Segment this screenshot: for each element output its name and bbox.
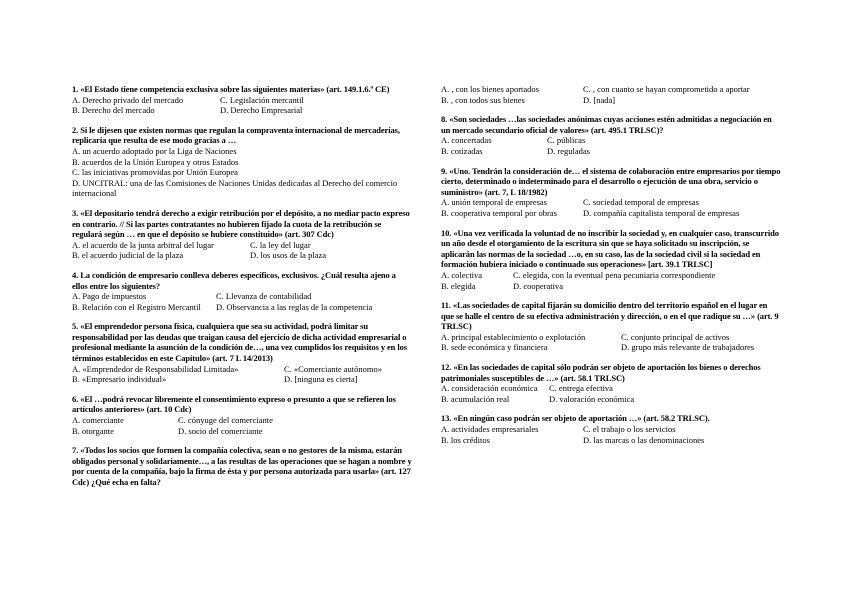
question-2 [72, 125, 412, 199]
question-stem: 5. «El emprendedor persona física, cualquiera que sea su actividad, podrá limitar su responsabilidad por las deudas que traigan causa del ejercicio de dicha actividad empresarial o profesional mediante la asunción de la condición de…, una vez cumplidos los requisitos y en los términos establecidos en este Capítulo» (art. 7 L 14/2013) [72, 321, 407, 364]
answer-options [441, 424, 781, 445]
option-b[interactable]: B. cotizadas [441, 145, 483, 156]
option-d[interactable]: D. grupo más relevante de trabajadores [621, 342, 755, 353]
option-d[interactable]: D. UNCITRAL: una de las Comisiones de Naciones Unidas dedicadas al Derecho del comercio internacional [72, 177, 398, 199]
option-b[interactable]: B. sede económica y financiera [441, 342, 548, 353]
question-5 [72, 321, 412, 385]
option-a[interactable]: A. «Emprendedor de Responsabilidad Limitada» [72, 363, 239, 374]
option-b[interactable]: B. «Empresario individual» [72, 374, 167, 385]
option-d[interactable]: D. [ninguna es cierta] [284, 374, 358, 385]
option-a[interactable]: A. concertadas [441, 135, 492, 146]
question-13 [441, 413, 781, 445]
option-c[interactable]: C. la ley del lugar [250, 239, 311, 250]
option-c[interactable]: C. , con cuanto se hayan comprometido a aportar [583, 84, 750, 94]
answer-options [441, 383, 781, 404]
question-stem: 6. «El …podrá revocar libremente el consentimiento expreso o presunto a que se refieren los artículos anteriores» (art. 10 Cdc) [72, 393, 396, 415]
option-b[interactable]: B. Derecho del mercado [72, 105, 155, 116]
answer-options [441, 270, 781, 291]
question-1 [72, 84, 412, 116]
option-d[interactable]: D. los usos de la plaza [250, 250, 327, 261]
option-a[interactable]: A. consideración económica [441, 383, 538, 394]
question-stem: 9. «Uno. Tendrán la consideración de… el sistema de colaboración entre empresarios por tiempo cierto, determinado o indeterminado para el desarrollo o ejecución de una obra, servicio o suministro» (art. 7, L 18/1982) [441, 165, 781, 197]
option-a[interactable]: A. principal establecimiento o explotación [441, 331, 586, 342]
option-c[interactable]: C. sociedad temporal de empresas [583, 197, 699, 208]
question-10 [441, 228, 781, 292]
option-b[interactable]: B. Relación con el Registro Mercantil [72, 301, 201, 312]
option-c[interactable]: C. Legislación mercantil [220, 94, 304, 105]
option-a[interactable]: A. Derecho privado del mercado [72, 94, 184, 105]
question-3 [72, 208, 412, 261]
question-7-options [441, 84, 781, 105]
question-stem: 7. «Todos los socios que formen la compañía colectiva, sean o no gestores de la misma, estarán obligados personal y solidariamente…, a las resultas de las operaciones que se hagan a nombre y por cuenta de la compañía, bajo la firma de ésta y por persona autorizada para usarla» (art. 127 Cdc) ¿Qué echa en falta? [72, 445, 412, 487]
option-c[interactable]: C. públicas [547, 135, 586, 146]
question-4 [72, 270, 412, 312]
question-stem: 3. «El depositario tendrá derecho a exigir retribución por el depósito, a no mediar pacto expreso en contrario. // Si las partes contratantes no hubieren fijado la cuota de la retribución se regulará según … en que el depósito se hubiere constituido» (art. 307 Cdc) [72, 207, 410, 240]
question-stem: 4. La condición de empresario conlleva deberes específicos, exclusivos. ¿Cuál resulta ajeno a ellos entre los siguientes? [72, 269, 396, 291]
answer-options [72, 415, 412, 436]
answer-options [441, 84, 781, 105]
question-stem: 1. «El Estado tiene competencia exclusiva sobre las siguientes materias» (art. 149.1.6.ª CE) [72, 84, 390, 94]
option-b[interactable]: B. el acuerdo judicial de la plaza [72, 250, 184, 261]
question-12 [441, 362, 781, 404]
option-a[interactable]: A. , con los bienes aportados [441, 84, 539, 94]
answer-options [72, 364, 412, 385]
option-b[interactable]: B. acumulación real [441, 393, 510, 404]
option-c[interactable]: C. cónyuge del comerciante [178, 415, 273, 426]
question-7-start [72, 445, 412, 487]
option-a[interactable]: A. unión temporal de empresas [441, 197, 547, 208]
question-6 [72, 394, 412, 436]
answer-options [72, 95, 412, 116]
question-8 [441, 114, 781, 156]
question-stem: 13. «En ningún caso podrán ser objeto de aportación …» (art. 58.2 TRLSC). [441, 413, 710, 424]
question-stem: 11. «Las sociedades de capital fijarán su domicilio dentro del territorio español en el lugar en que se halle el centro de su efectiva administración y dirección, o en el que radique su …» (art. 9 TRLSC) [441, 300, 779, 332]
option-d[interactable]: D. socio del comerciante [178, 425, 263, 436]
option-c[interactable]: C. «Comerciante autónomo» [284, 363, 382, 374]
option-c[interactable]: C. Llevanza de contabilidad [216, 291, 312, 302]
option-d[interactable]: D. las marcas o las denominaciones [583, 434, 705, 445]
option-c[interactable]: C. el trabajo o los servicios [583, 424, 676, 435]
question-9 [441, 166, 781, 219]
option-a[interactable]: A. comerciante [72, 415, 124, 426]
option-b[interactable]: B. elegida [441, 280, 476, 291]
answer-options [441, 197, 781, 218]
option-d[interactable]: D. [nada] [583, 94, 616, 105]
answer-options [441, 135, 781, 156]
option-c[interactable]: C. entrega efectiva [549, 383, 613, 394]
question-stem: 10. «Una vez verificada la voluntad de no inscribir la sociedad y, en cualquier caso, transcurrido un año desde el otorgamiento de la escritura sin que se haya solicitado su inscripción, se aplicarán las normas de la sociedad …o, en su caso, las de la sociedad civil si la sociedad en formación hubiera iniciado o continuado sus operaciones» [art. 39.1 TRLSC] [441, 227, 779, 270]
option-c[interactable]: C. conjunto principal de activos [621, 331, 730, 342]
option-b[interactable]: B. , con todos sus bienes [441, 94, 525, 105]
option-a[interactable]: A. el acuerdo de la junta arbitral del lugar [72, 239, 214, 250]
option-d[interactable]: D. valoración económica [549, 393, 635, 404]
option-b[interactable]: B. acuerdos de la Unión Europea y otros Estados [72, 156, 239, 167]
question-stem: 2. Si le dijesen que existen normas que regulan la compraventa internacional de mercaderías, replicaría que resulta de ese modo gracias a … [72, 124, 400, 146]
option-b[interactable]: B. los créditos [441, 434, 490, 445]
right-column [441, 84, 781, 454]
option-c[interactable]: C. elegida, con la eventual pena pecuniaria correspondiente [513, 269, 716, 280]
left-column [72, 84, 412, 497]
option-d[interactable]: D. reguladas [547, 145, 590, 156]
option-b[interactable]: B. otorgante [72, 425, 114, 436]
question-stem: 12. «En las sociedades de capital sólo podrán ser objeto de aportación los bienes o derechos patrimoniales susceptibles de …» (art. 58.1 TRLSC) [441, 362, 761, 383]
option-d[interactable]: D. Observancia a las reglas de la competencia [216, 301, 373, 312]
option-b[interactable]: B. cooperativa temporal por obras [441, 207, 557, 218]
option-a[interactable]: A. colectiva [441, 269, 483, 280]
answer-options [72, 146, 412, 199]
option-c[interactable]: C. las iniciativas promovidas por Unión Europea [72, 167, 238, 178]
option-d[interactable]: D. Derecho Empresarial [220, 105, 303, 116]
answer-options [441, 332, 781, 353]
question-11 [441, 300, 781, 353]
question-stem: 8. «Son sociedades …las sociedades anónimas cuyas acciones estén admitidas a negociación en un mercado secundario oficial de valores» (art. 495.1 TRLSC)? [441, 114, 772, 135]
answer-options [72, 240, 412, 261]
option-a[interactable]: A. un acuerdo adoptado por la Liga de Naciones [72, 145, 237, 156]
option-d[interactable]: D. cooperativa [513, 280, 564, 291]
option-d[interactable]: D. compañía capitalista temporal de empresas [583, 207, 740, 218]
option-a[interactable]: A. Pago de impuestos [72, 291, 147, 302]
answer-options [72, 291, 412, 312]
option-a[interactable]: A. actividades empresariales [441, 424, 539, 435]
